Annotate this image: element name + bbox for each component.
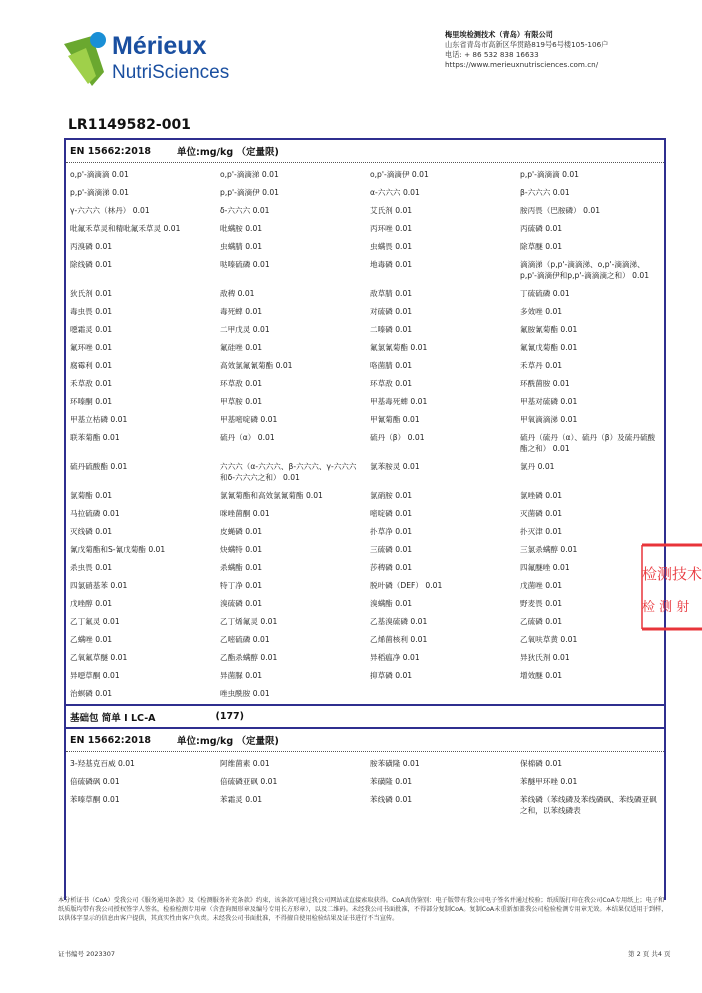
section2-unit: 单位:mg/kg （定量限) <box>177 736 279 747</box>
analyte-cell: 虫螨腈 0.01 <box>220 242 263 251</box>
analyte-cell: 联苯菊酯 0.01 <box>70 433 120 442</box>
analyte-cell: 异噁草酮 0.01 <box>70 671 120 680</box>
analyte-cell: 氯菊酯 0.01 <box>70 491 113 500</box>
analyte-cell: 四氯硝基苯 0.01 <box>70 581 128 590</box>
analyte-cell: 高效氯氟氰菊酯 0.01 <box>220 361 293 370</box>
analyte-cell: 虫螨畏 0.01 <box>370 242 413 251</box>
section2-method: EN 15662:2018 <box>70 734 152 746</box>
logo-dot <box>90 32 106 48</box>
analyte-cell: 腐霉利 0.01 <box>70 361 113 370</box>
analyte-cell: o,p'-滴滴伊 0.01 <box>370 170 429 179</box>
section2-grid <box>66 752 664 821</box>
company-name: 梅里埃检测技术（青岛）有限公司 <box>445 30 553 39</box>
analyte-cell: 硫丹（β） 0.01 <box>370 433 425 442</box>
analyte-cell: 三硫磷 0.01 <box>370 545 413 554</box>
analyte-cell: 胺丙畏（巴胺磷） 0.01 <box>520 206 601 215</box>
analyte-cell: 硫丹（硫丹（α）、硫丹（β）及硫丹硫酸酯之和） 0.01 <box>520 433 656 453</box>
analyte-cell: 除草醚 0.01 <box>520 242 563 251</box>
analyte-cell: 3-羟基克百威 0.01 <box>70 759 135 768</box>
analyte-cell: 吡氟禾草灵和精吡氟禾草灵 0.01 <box>70 224 181 233</box>
analyte-cell: 炔螨特 0.01 <box>220 545 263 554</box>
analyte-cell: 禾草丹 0.01 <box>520 361 563 370</box>
analyte-cell: o,p'-滴滴滴 0.01 <box>70 170 129 179</box>
analyte-cell: 毒死蜱 0.01 <box>220 307 263 316</box>
analyte-cell: 环嗪酮 0.01 <box>70 397 113 406</box>
analyte-cell: p,p'-滴滴滴 0.01 <box>520 170 579 179</box>
section2-header <box>66 729 664 752</box>
analyte-cell: 胺苯磺隆 0.01 <box>370 759 420 768</box>
analyte-cell: 二嗪磷 0.01 <box>370 325 413 334</box>
analyte-cell: 倍硫磷亚砜 0.01 <box>220 777 278 786</box>
analyte-cell: 甲基嘧啶磷 0.01 <box>220 415 278 424</box>
analyte-cell: 二甲戊灵 0.01 <box>220 325 270 334</box>
merieux-logo <box>62 26 252 90</box>
analyte-cell: 扑灭津 0.01 <box>520 527 563 536</box>
analyte-cell: 氟胺氰菊酯 0.01 <box>520 325 578 334</box>
company-phone: 电话: + 86 532 838 16633 <box>445 50 539 59</box>
analyte-cell: 异稻瘟净 0.01 <box>370 653 420 662</box>
analyte-cell: 哒嗪硫磷 0.01 <box>220 260 270 269</box>
analyte-cell: 氯丹 0.01 <box>520 462 555 471</box>
analyte-cell: 丙环唑 0.01 <box>370 224 413 233</box>
analyte-cell: 氟氰戊菊酯 0.01 <box>520 343 578 352</box>
analyte-cell: 敌草腈 0.01 <box>370 289 413 298</box>
package-label: 基础包 简单 I LC-A <box>70 712 156 724</box>
analyte-cell: 毒虫畏 0.01 <box>70 307 113 316</box>
analyte-cell: 禾草敌 0.01 <box>70 379 113 388</box>
section1-method: EN 15662:2018 <box>70 145 152 157</box>
analyte-cell: δ-六六六 0.01 <box>220 206 270 215</box>
logo-line2: NutriSciences <box>112 62 230 83</box>
analyte-cell: 溴硫磷 0.01 <box>220 599 263 608</box>
analyte-cell: 甲氧滴滴涕 0.01 <box>520 415 578 424</box>
company-info <box>445 30 608 70</box>
analyte-cell: 三氯杀螨醇 0.01 <box>520 545 578 554</box>
certificate-number: 证书编号 2023307 <box>58 950 116 958</box>
analyte-cell: 甲基对硫磷 0.01 <box>520 397 578 406</box>
analyte-cell: 四氟醚唑 0.01 <box>520 563 570 572</box>
analyte-cell: 异狄氏剂 0.01 <box>520 653 570 662</box>
analyte-cell: 皮蝇磷 0.01 <box>220 527 263 536</box>
analyte-cell: 吡螨胺 0.01 <box>220 224 263 233</box>
analyte-cell: 氟氯氰菊酯 0.01 <box>370 343 428 352</box>
analyte-cell: 苯霜灵 0.01 <box>220 795 263 804</box>
analyte-cell: 氯苯胺灵 0.01 <box>370 462 420 471</box>
analyte-cell: 甲草胺 0.01 <box>220 397 263 406</box>
analyte-cell: 噁霜灵 0.01 <box>70 325 113 334</box>
analyte-cell: 乙烯菌核利 0.01 <box>370 635 428 644</box>
analyte-cell: 氟环唑 0.01 <box>70 343 113 352</box>
analyte-cell: 苯磺隆 0.01 <box>370 777 413 786</box>
analyte-cell: 增效醚 0.01 <box>520 671 563 680</box>
company-address: 山东省青岛市高新区华贯路819号6号楼105-106户 <box>445 40 609 49</box>
analyte-cell: 咯菌腈 0.01 <box>370 361 413 370</box>
analyte-cell: α-六六六 0.01 <box>370 188 420 197</box>
stamp-line2: 检 测 射 <box>642 600 690 615</box>
analyte-cell: 唑虫酰胺 0.01 <box>220 689 270 698</box>
analyte-cell: 丁硫硫磷 0.01 <box>520 289 570 298</box>
analyte-cell: 除线磷 0.01 <box>70 260 113 269</box>
company-website[interactable]: https://www.merieuxnutrisciences.com.cn/ <box>445 60 599 69</box>
analyte-cell: 杀螨酯 0.01 <box>220 563 263 572</box>
analyte-cell: 甲氰菊酯 0.01 <box>370 415 420 424</box>
logo-line1: Mérieux <box>112 32 207 60</box>
analyte-cell: 敌稗 0.01 <box>220 289 255 298</box>
analyte-cell: 氰戊菊酯和S-氰戊菊酯 0.01 <box>70 545 166 554</box>
red-seal-stamp <box>640 543 702 633</box>
analyte-cell: o,p'-滴滴涕 0.01 <box>220 170 279 179</box>
analyte-cell: 戊唑醇 0.01 <box>70 599 113 608</box>
analyte-cell: 保棉磷 0.01 <box>520 759 563 768</box>
analyte-cell: 戊菌唑 0.01 <box>520 581 563 590</box>
analyte-cell: 氟硅唑 0.01 <box>220 343 263 352</box>
analyte-cell: 乙嘧硫磷 0.01 <box>220 635 270 644</box>
section1-header <box>66 140 664 163</box>
analyte-cell: 苯线磷（苯线磷及苯线磷砜、苯线磷亚砜之和，以苯线磷表 <box>520 795 657 815</box>
analyte-cell: 杀虫畏 0.01 <box>70 563 113 572</box>
analyte-cell: 丙溴磷 0.01 <box>70 242 113 251</box>
section1-unit: 单位:mg/kg （定量限) <box>177 147 279 158</box>
analyte-cell <box>366 686 516 704</box>
analyte-cell: 苯嗪草酮 0.01 <box>70 795 120 804</box>
analyte-cell: 甲基立枯磷 0.01 <box>70 415 128 424</box>
analyte-cell: 硫丹硫酸酯 0.01 <box>70 462 128 471</box>
analyte-cell: 阿维菌素 0.01 <box>220 759 270 768</box>
analyte-cell: 溴螨酯 0.01 <box>370 599 413 608</box>
analyte-cell: 咪唑菌酮 0.01 <box>220 509 270 518</box>
analyte-cell: 苯线磷 0.01 <box>370 795 413 804</box>
analyte-cell: 环酰菌胺 0.01 <box>520 379 570 388</box>
analyte-cell: 地毒磷 0.01 <box>370 260 413 269</box>
analyte-cell: 多效唑 0.01 <box>520 307 563 316</box>
analyte-cell: 滴滴涕（p,p'-滴滴涕、o,p'-滴滴涕、p,p'-滴滴伊和p,p'-滴滴滴之和） 0.01 <box>520 260 650 280</box>
analyte-cell: 莎稗磷 0.01 <box>370 563 413 572</box>
analyte-cell: 丙硫磷 0.01 <box>520 224 563 233</box>
analyte-cell: 脱叶磷（DEF） 0.01 <box>370 581 443 590</box>
analyte-cell: 灭线磷 0.01 <box>70 527 113 536</box>
section1-grid <box>66 163 664 704</box>
analyte-cell: 乙丁氟灵 0.01 <box>70 617 120 626</box>
analyte-cell: 硫丹（α） 0.01 <box>220 433 275 442</box>
analyte-cell: 乙酯杀螨醇 0.01 <box>220 653 278 662</box>
analyte-cell: 乙螨唑 0.01 <box>70 635 113 644</box>
analyte-cell: 环草敌 0.01 <box>220 379 263 388</box>
analyte-cell: 狄氏剂 0.01 <box>70 289 113 298</box>
analyte-cell: 氯硝胺 0.01 <box>370 491 413 500</box>
analyte-cell: 野麦畏 0.01 <box>520 599 563 608</box>
analyte-cell: 倍硫磷砜 0.01 <box>70 777 120 786</box>
analyte-cell: 乙氧呋草黄 0.01 <box>520 635 578 644</box>
analyte-cell: 甲基毒死蜱 0.01 <box>370 397 428 406</box>
analyte-cell: 苯醚甲环唑 0.01 <box>520 777 578 786</box>
analyte-cell: 抑草磷 0.01 <box>370 671 413 680</box>
analyte-cell: p,p'-滴滴伊 0.01 <box>220 188 279 197</box>
analyte-cell: 治螟磷 0.01 <box>70 689 113 698</box>
analyte-cell: 氯唑磷 0.01 <box>520 491 563 500</box>
analyte-cell: γ-六六六（林丹） 0.01 <box>70 206 150 215</box>
analyte-cell: 扑草净 0.01 <box>370 527 413 536</box>
analyte-cell <box>516 686 664 704</box>
analyte-cell: 对硫磷 0.01 <box>370 307 413 316</box>
analyte-cell: 马拉硫磷 0.01 <box>70 509 120 518</box>
package-header <box>66 704 664 729</box>
analyte-cell: β-六六六 0.01 <box>520 188 570 197</box>
analyte-cell: 乙氧氟草醚 0.01 <box>70 653 128 662</box>
package-count: (177) <box>215 711 245 722</box>
analyte-cell: 六六六（α-六六六、β-六六六、γ-六六六和δ-六六六之和） 0.01 <box>220 462 357 482</box>
analyte-cell: 特丁净 0.01 <box>220 581 263 590</box>
analyte-cell: 乙硫磷 0.01 <box>520 617 563 626</box>
analyte-cell: 环草敌 0.01 <box>370 379 413 388</box>
analyte-cell: 氯氰菊酯和高效氯氰菊酯 0.01 <box>220 491 323 500</box>
analyte-cell: 艾氏剂 0.01 <box>370 206 413 215</box>
footer-disclaimer: 本分析证书（CoA）受我公司《服务通用条款》及《检测服务补充条款》约束，该条款可通过我公司网站或直接索取获得。CoA真伪鉴别：电子版带有我公司电子签名并通过校验；纸质版打印在我公司CoA专用纸上；电子和纸质版均带有我公司授权签字人签名，检验检测专用章（含查询图形章及编号专用长方形章），以及二维码。未经我公司书面批准，不得部分复制CoA。复制CoA未重新加盖我公司检验检测专用章无效。本结果仅适用于到样，以供体字显示的信息由客户提供，其真实性由客户负责。未经我公司书面批准，不得擅自使用检验结果及证书进行不当宣传。 <box>58 897 668 922</box>
results-table <box>64 138 666 900</box>
analyte-cell: 嘧啶磷 0.01 <box>370 509 413 518</box>
analyte-cell: 异菌脲 0.01 <box>220 671 263 680</box>
analyte-cell: 乙丁烯氟灵 0.01 <box>220 617 278 626</box>
analyte-cell: p,p'-滴滴涕 0.01 <box>70 188 129 197</box>
report-number: LR1149582-001 <box>68 117 191 133</box>
analyte-cell: 乙基溴硫磷 0.01 <box>370 617 428 626</box>
page-number: 第 2 页 共4 页 <box>628 950 671 958</box>
stamp-line1: 检测技术 <box>642 565 702 583</box>
analyte-cell: 灭菌磷 0.01 <box>520 509 563 518</box>
